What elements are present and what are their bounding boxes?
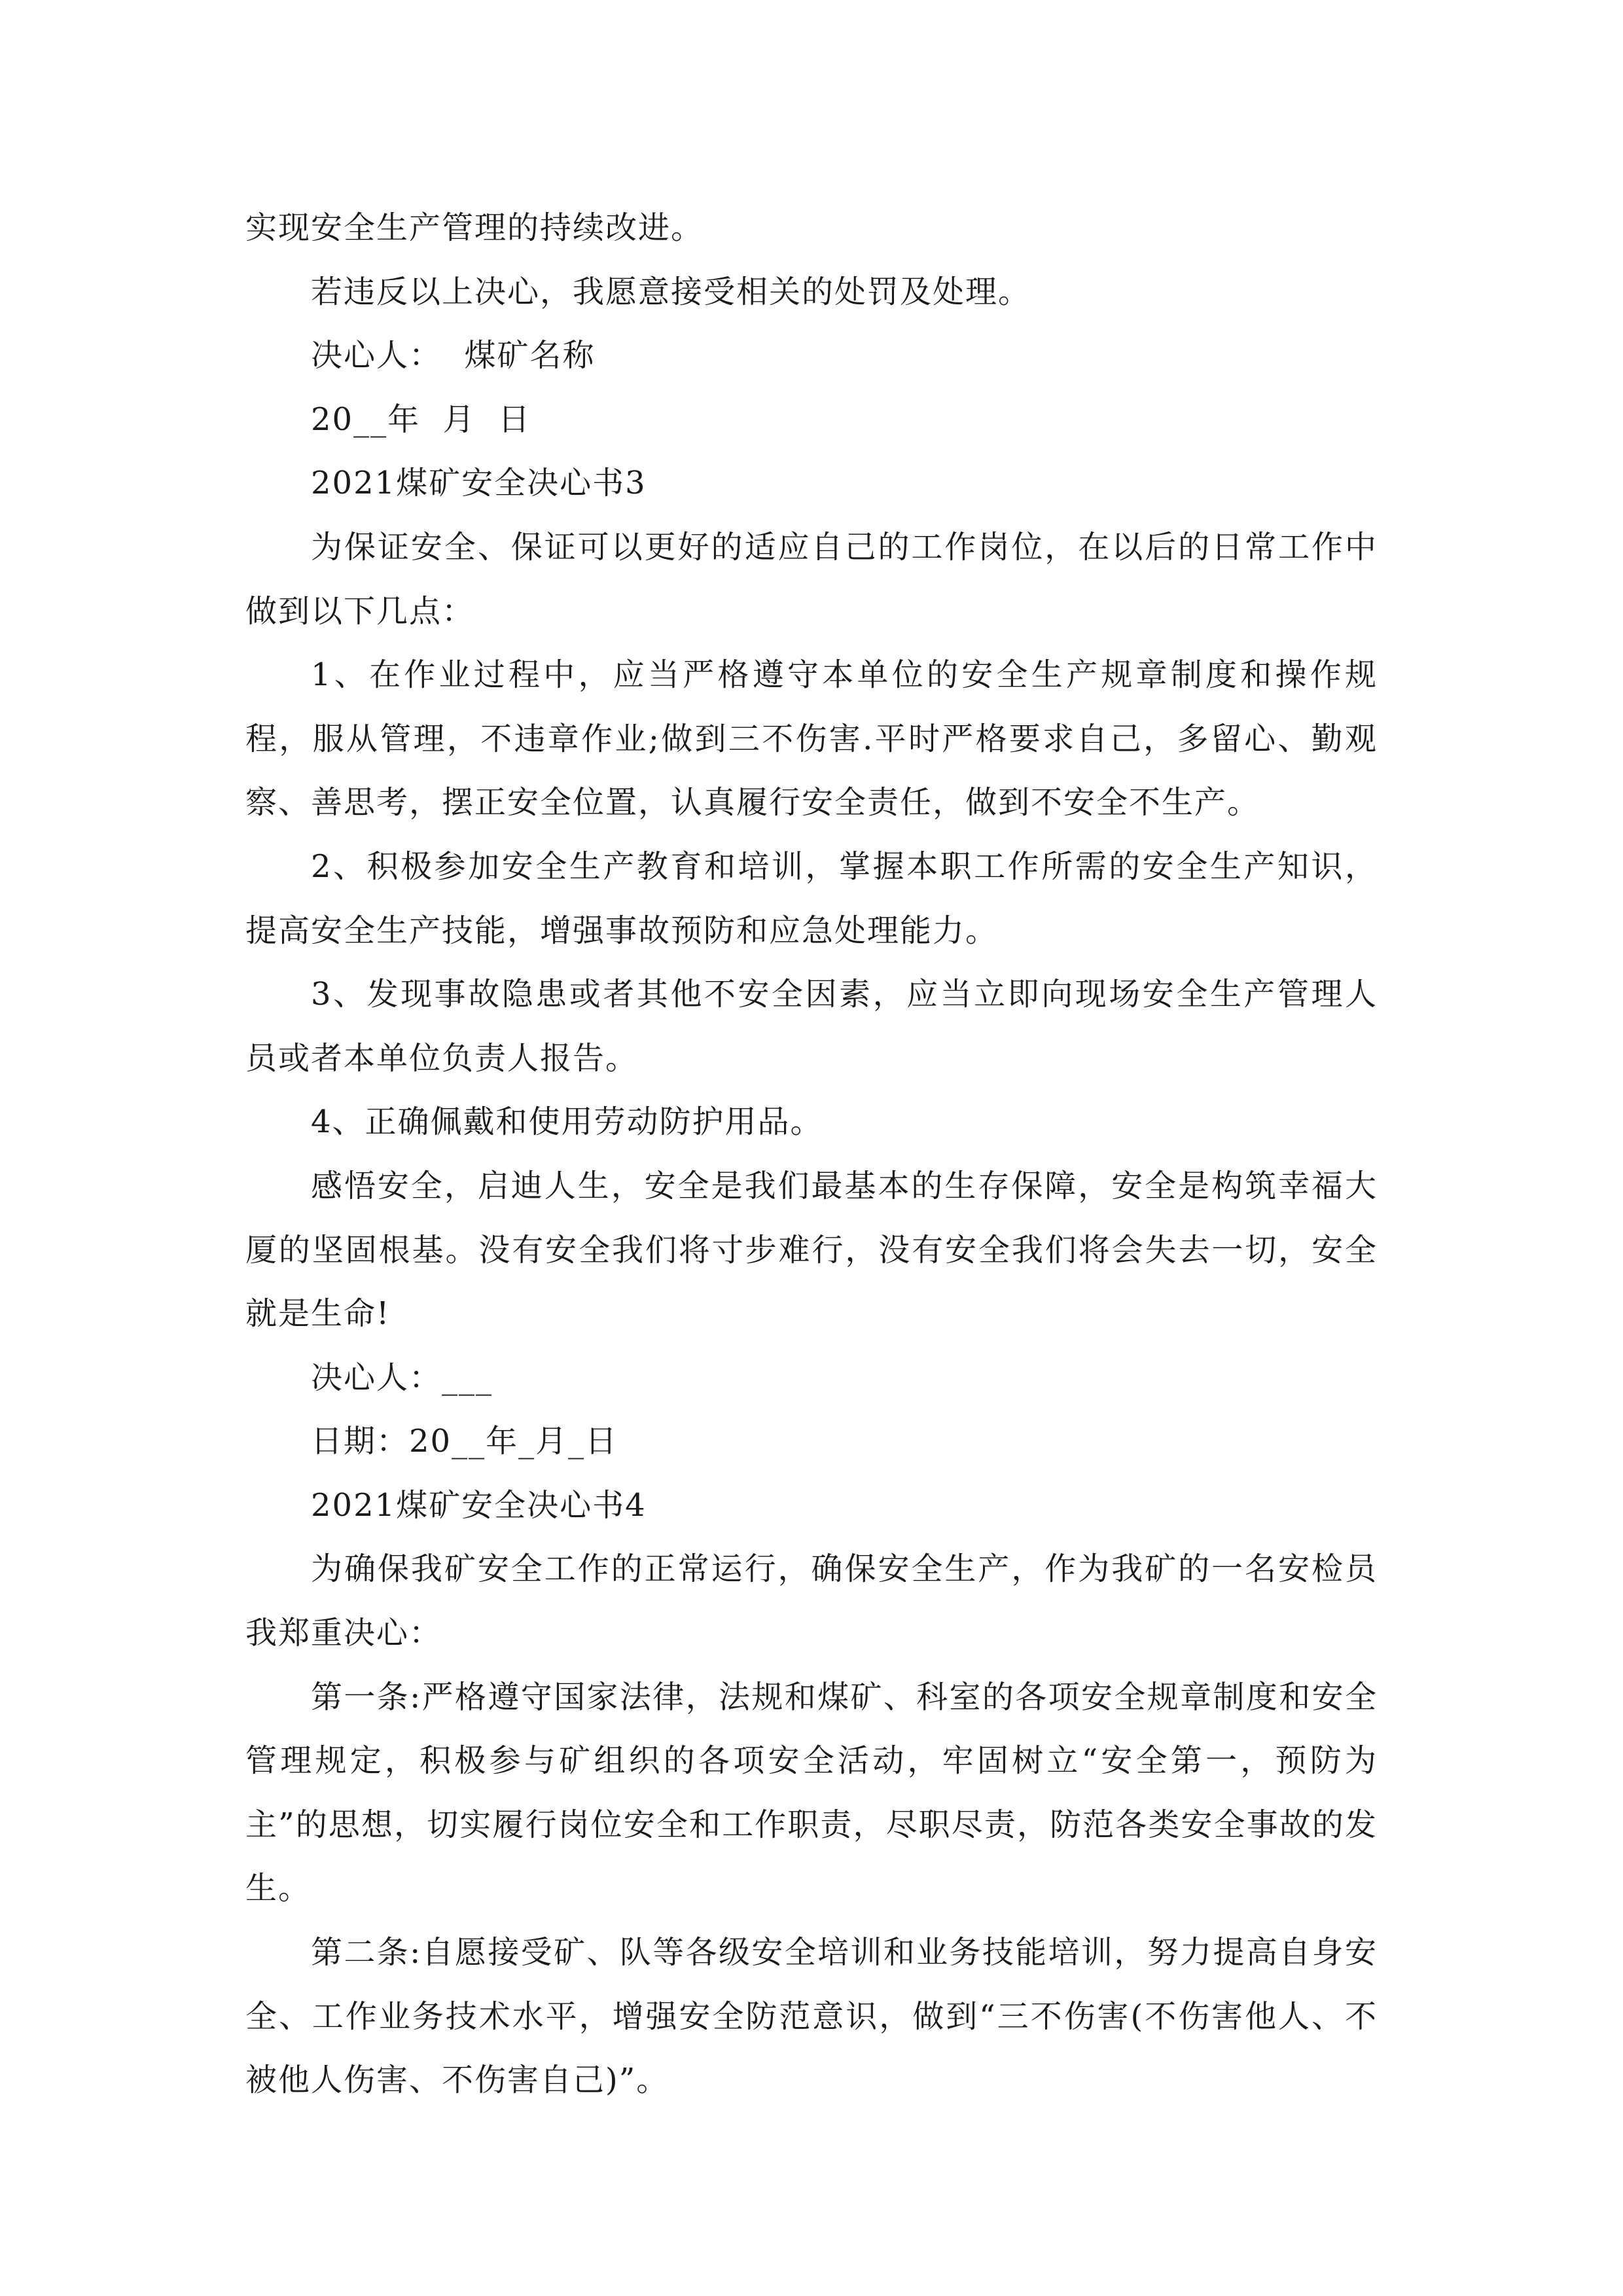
date-line: 20__年 月 日 xyxy=(311,401,531,438)
signer-line: 决心人： 煤矿名称 xyxy=(311,337,596,374)
paragraph: 感悟安全，启迪人生，安全是我们最基本的生存保障，安全是构筑幸福大厦的坚固根基。没有安全我们将寸步难行，没有安全我们将会失去一切，安全就是生命! xyxy=(245,1167,1378,1333)
list-item: 4、正确佩戴和使用劳动防护用品。 xyxy=(311,1103,823,1141)
paragraph: 为保证安全、保证可以更好的适应自己的工作岗位，在以后的日常工作中做到以下几点： xyxy=(245,528,1378,630)
date-line: 日期：20__年_月_日 xyxy=(311,1423,618,1460)
list-item: 2、积极参加安全生产教育和培训，掌握本职工作所需的安全生产知识，提高安全生产技能，增强事故预防和应急处理能力。 xyxy=(245,848,1378,949)
paragraph: 为确保我矿安全工作的正常运行，确保安全生产，作为我矿的一名安检员我郑重决心： xyxy=(245,1551,1378,1652)
list-item: 3、发现事故隐患或者其他不安全因素，应当立即向现场安全生产管理人员或者本单位负责人报告。 xyxy=(245,976,1378,1077)
paragraph: 若违反以上决心，我愿意接受相关的处罚及处理。 xyxy=(311,273,1031,310)
section-heading: 2021煤矿安全决心书4 xyxy=(311,1486,647,1524)
document-page xyxy=(245,196,1378,2113)
paragraph: 实现安全生产管理的持续改进。 xyxy=(245,209,704,246)
article-paragraph: 第一条:严格遵守国家法律，法规和煤矿、科室的各项安全规章制度和安全管理规定，积极参与矿组织的各项安全活动，牢固树立“安全第一，预防为主”的思想，切实履行岗位安全和工作职责，尽职尽责，防范各类安全事故的发生。 xyxy=(245,1678,1378,1907)
list-item: 1、在作业过程中，应当严格遵守本单位的安全生产规章制度和操作规程，服从管理，不违章作业;做到三不伤害.平时严格要求自己，多留心、勤观察、善思考，摆正安全位置，认真履行安全责任，做到不安全不生产。 xyxy=(245,656,1378,821)
article-paragraph: 第二条:自愿接受矿、队等各级安全培训和业务技能培训，努力提高自身安全、工作业务技术水平，增强安全防范意识，做到“三不伤害(不伤害他人、不被他人伤害、不伤害自己)”。 xyxy=(245,1934,1378,2099)
section-heading: 2021煤矿安全决心书3 xyxy=(311,465,647,502)
signer-line: 决心人：___ xyxy=(311,1359,493,1396)
